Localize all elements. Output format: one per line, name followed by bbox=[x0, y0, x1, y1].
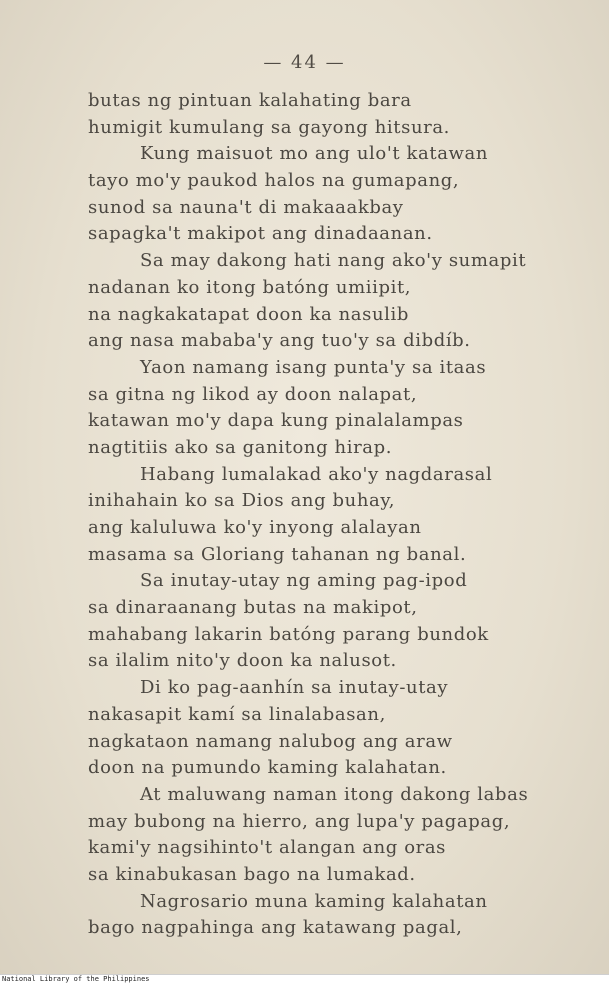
stanza bbox=[88, 248, 568, 355]
footer-credit: National Library of the Philippines bbox=[2, 975, 150, 983]
verse-line: Nagrosario muna kaming kalahatan bbox=[140, 890, 488, 912]
verse-line: Di ko pag-aanhín sa inutay-utay bbox=[140, 677, 449, 699]
verse-line: butas ng pintuan kalahating bara bbox=[88, 90, 412, 111]
page-number: — 44 — bbox=[263, 52, 346, 73]
verse-line: sa kinabukasan bago na lumakad. bbox=[88, 863, 416, 885]
verse-line: mahabang lakarin batóng parang bundok bbox=[88, 623, 489, 645]
verse-line: sunod sa nauna't di makaaakbay bbox=[88, 196, 404, 218]
stanza bbox=[88, 462, 568, 569]
stanza bbox=[88, 889, 568, 942]
verse-line: sa gitna ng likod ay doon nalapat, bbox=[88, 383, 418, 405]
stanza bbox=[88, 88, 568, 141]
verse-line: kami'y nagsihinto't alangan ang oras bbox=[88, 837, 447, 859]
verse-line: inihahain ko sa Dios ang buhay, bbox=[88, 490, 396, 512]
verse-line: tayo mo'y paukod halos na gumapang, bbox=[88, 170, 460, 192]
verse-line: ang nasa mababa'y ang tuo'y sa dibdíb. bbox=[88, 330, 471, 352]
stanza bbox=[88, 355, 568, 462]
verse-line: katawan mo'y dapa kung pinalalampas bbox=[88, 410, 464, 432]
library-footer bbox=[0, 974, 609, 983]
stanza bbox=[88, 141, 568, 248]
verse-line: nagkataon namang nalubog ang araw bbox=[88, 730, 453, 752]
verse-line: ang kaluluwa ko'y inyong alalayan bbox=[88, 517, 422, 538]
verse-line: nakasapit kamí sa linalabasan, bbox=[88, 703, 386, 725]
verse-line: Habang lumalakad ako'y nagdarasal bbox=[140, 463, 493, 485]
poem-text bbox=[88, 88, 568, 942]
verse-line: sa dinaraanang butas na makipot, bbox=[88, 597, 418, 619]
verse-line: bago nagpahinga ang katawang pagal, bbox=[88, 917, 463, 939]
verse-line: nagtitiis ako sa ganitong hirap. bbox=[88, 436, 393, 458]
verse-line: Sa may dakong hati nang ako'y sumapit bbox=[140, 250, 527, 272]
verse-line: may bubong na hierro, ang lupa'y pagapag, bbox=[88, 810, 511, 832]
stanza bbox=[88, 675, 568, 782]
verse-line: nadanan ko itong batóng umiipit, bbox=[88, 276, 412, 298]
verse-line: humigit kumulang sa gayong hitsura. bbox=[88, 116, 450, 138]
verse-line: sa ilalim nito'y doon ka nalusot. bbox=[88, 650, 397, 672]
verse-line: na nagkakatapat doon ka nasulib bbox=[88, 303, 410, 325]
verse-line: sapagka't makipot ang dinadaanan. bbox=[88, 223, 433, 245]
verse-line: Sa inutay-utay ng aming pag-ipod bbox=[140, 570, 468, 592]
verse-line: masama sa Gloriang tahanan ng banal. bbox=[88, 543, 467, 565]
verse-line: At maluwang naman itong dakong labas bbox=[140, 783, 529, 805]
verse-line: Yaon namang isang punta'y sa itaas bbox=[140, 356, 487, 378]
verse-line: doon na pumundo kaming kalahatan. bbox=[88, 757, 447, 779]
stanza bbox=[88, 568, 568, 675]
verse-line: Kung maisuot mo ang ulo't katawan bbox=[140, 143, 489, 165]
stanza bbox=[88, 782, 568, 889]
